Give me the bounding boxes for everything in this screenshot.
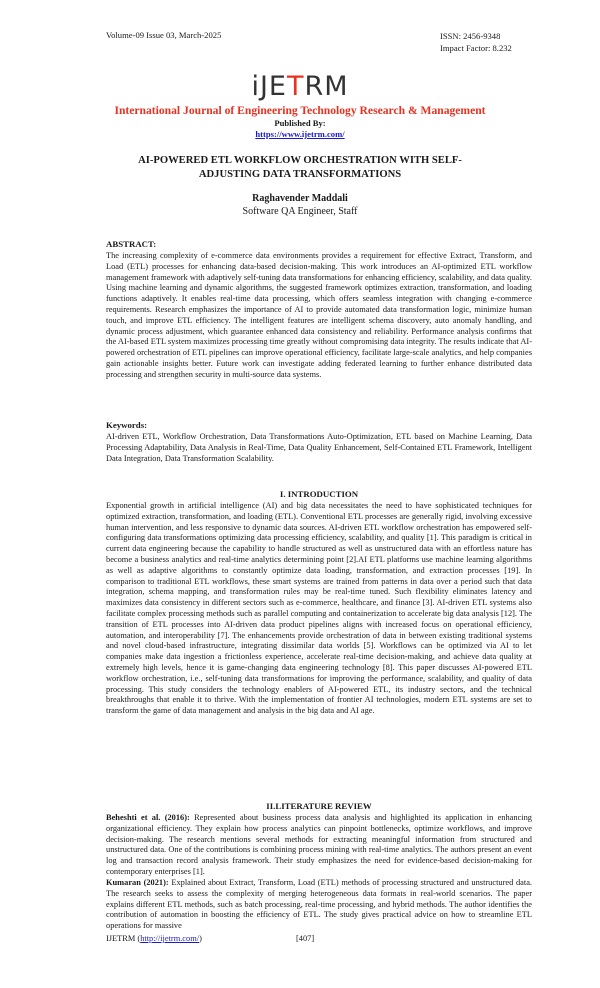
page-number: [407] (296, 934, 315, 943)
author-affiliation: Software QA Engineer, Staff (242, 206, 358, 217)
keywords-heading: Keywords: (106, 420, 148, 430)
footer-link[interactable]: http://ijetrm.com/ (140, 934, 200, 943)
volume-info: Volume-09 Issue 03, March-2025 (106, 30, 222, 40)
literature-text: Explained about Extract, Transform, Load (ETL) methods of processing structured and unstructured data. The research seeks to assess the complexity of merging heterogeneous data formats in real-world scenarios. The paper explains different ETL methods, such as batch processing, real-time processing, and hybrid methods. The author identifies the contribution of automation in boosting the efficiency of ETL. The study gives practical advice on how to streamline ETL operations for massive (106, 878, 533, 931)
paper-title: AI-POWERED ETL WORKFLOW ORCHESTRATION WITH SELF-ADJUSTING DATA TRANSFORMATIONS (138, 155, 462, 180)
abstract-text: The increasing complexity of e-commerce data environments provides a requirement for effective Extract, Transform, and Load (ETL) processes for enhancing data-based decision-making. This work introduces an AI-optimized ETL workflow management framework with adaptively self-tuning data transformations for enhancing efficiency, scalability, and data quality. Using machine learning and dynamic algorithms, the suggested framework optimizes extraction, transformation, and loading functions adaptively. It enables real-time data processing, which offers seamless integration with changing e-commerce requirements. Research emphasizes the importance of AI to provide automated data transformation logic, minimize human touch, and improve ETL efficiency. The intelligent features are intelligent schema discovery, auto anomaly handling, and dynamic process adjustment, which guarantee enhanced data consistency and reliability. Performance analysis confirms that the AI-based ETL system maximizes processing time greatly without compromising data integrity. The results indicate that AI-powered orchestration of ETL pipelines can improve operational efficiency, facilitate large-scale analytics, and help companies gain actionable insights better. Future work can investigate adding federated learning to further enhance distributed data processing and strengthen security in multi-source data systems. (106, 251, 532, 379)
impact-factor: Impact Factor: 8.232 (440, 43, 512, 53)
journal-name: International Journal of Engineering Technology Research & Management (114, 104, 486, 117)
footer-journal (106, 934, 202, 943)
journal-url-link[interactable]: https://www.ijetrm.com/ (255, 129, 345, 139)
literature-entry (106, 813, 532, 878)
introduction-text: Exponential growth in artificial intelligence (AI) and big data necessitates the need to have sophisticated techniques for optimized extraction, transformation, and loading (ETL). Conventional ETL processes are generally rigid, involving excessive human intervention, and less responsive to dynamic data sources. AI-driven ETL workflow orchestration has empowered self-configuring data transformations optimizing data processing efficiency, scalability, and quality [1]. This paradigm is critical in current data engineering because the capability to handle structured as well as unstructured data with an effortless nature has become a business analytics and real-time analytics determining point [2].AI ETL platforms use machine learning algorithms as well as adaptive algorithms to constantly optimize data loading, transformation, and extraction processes [19]. In comparison to traditional ETL workflows, these smart systems are trained from patterns in data over a period such that data integration, schema mapping, and transformation rules may be real-time tuned. Such flexibility eliminates latency and maximizes data consistency in different sectors such as e-commerce, healthcare, and finance [3]. AI-driven ETL systems also facilitate complex processing methods such as parallel computing and containerization to accelerate big data analysis [12]. The transition of ETL processes into AI-driven data product pipelines aligns with increased focus on operational efficiency, automation, and interoperability [7]. The enhancements provide orchestration of data in between existing traditional systems and novel cloud-based infrastructure, integrating dissimilar data worlds [5]. Workflows can be optimized via AI to let companies make data ingestion a frictionless experience, accelerate real-time decision-making, and achieve data quality at extremely high levels, hence it is game-changing data engineering technology [8]. This paper discusses AI-powered ETL workflow orchestration, i.e., self-tuning data transformations for improving the performance, scalability, and quality of data processing. This study considers the technology enablers of AI-powered ETL, its industry sectors, and the technical breakthroughs that enable it to thrive. With the implementation of frontier AI technologies, modern ETL systems are set to transform the game of data management and analysis in the big data and AI age. (106, 501, 532, 716)
literature-ref: Beheshti et al. (2016): (106, 813, 190, 822)
footer-label: IJETRM ( (106, 934, 141, 943)
literature-ref: Kumaran (2021): (106, 878, 169, 887)
issn: ISSN: 2456-9348 (440, 31, 501, 41)
literature-entry (106, 878, 532, 932)
introduction-heading: I. INTRODUCTION (279, 489, 359, 499)
literature-text: Represented about business process data analysis and highlighted its application in enhancing organizational efficiency. They explain how process analytics can pinpoint bottlenecks, optimize workflows, and improve decision-making. The research mentions several methods for extracting meaningful information from structured and unstructured data. One of the contributions is combining process mining with real-time analytics. The authors present an event log and transaction record analysis framework. Their study emphasizes the need for evidence-based decision-making for contemporary enterprises [1]. (106, 813, 532, 876)
issn-block (440, 30, 512, 54)
keywords-text: AI-driven ETL, Workflow Orchestration, Data Transformations Auto-Optimization, ETL based on Machine Learning, Data Processing Adaptability, Data Analysis in Real-Time, Data Quality Enhancement, Self-Contained ETL Framework, Intelligent Data Integration, Data Transformation Scalability. (106, 432, 532, 463)
literature-review-heading: II.LITERATURE REVIEW (266, 801, 372, 811)
published-by: Published By: (274, 118, 326, 128)
logo-text-part3: RM (304, 71, 349, 102)
abstract-heading: ABSTRACT: (106, 239, 157, 249)
footer-close: ) (199, 934, 202, 943)
logo-text-part2: T (286, 71, 305, 102)
journal-logo (0, 72, 600, 102)
logo-text-part1: iJE (251, 71, 287, 102)
author-name: Raghavender Maddali (252, 193, 348, 204)
